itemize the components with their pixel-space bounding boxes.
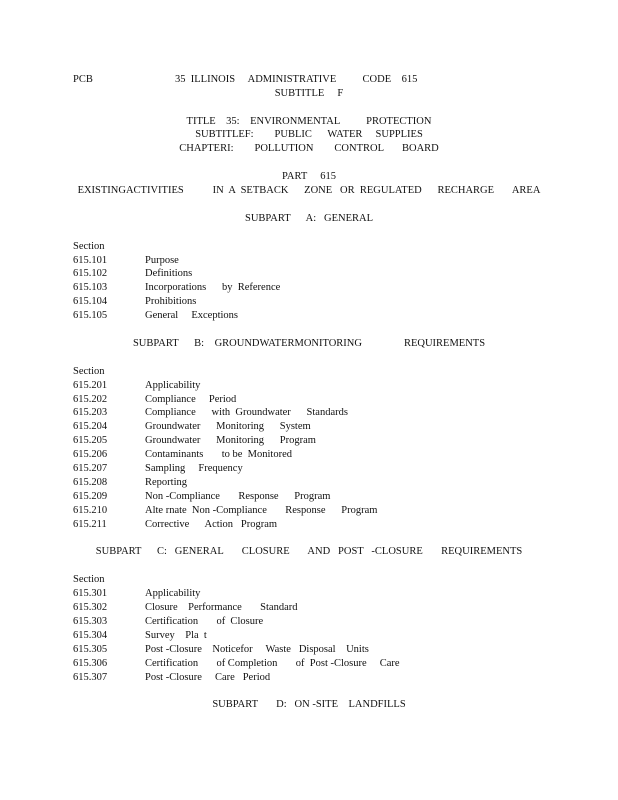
- section-number: 615.104: [73, 296, 108, 307]
- section-title: Non -Compliance Response Program: [145, 491, 331, 502]
- section-number: 615.205: [73, 435, 108, 446]
- section-title: Sampling Frequency: [145, 463, 243, 474]
- section-number: 615.305: [73, 644, 108, 655]
- subpart-a-heading: SUBPART A: GENERAL: [244, 213, 374, 224]
- section-number: 615.206: [73, 449, 108, 460]
- section-title: Definitions: [145, 268, 193, 279]
- section-title: Certification of Completion of Post -Closure Care: [145, 658, 400, 669]
- section-title: Applicability: [145, 588, 201, 599]
- section-number: 615.211: [73, 519, 107, 530]
- subpart-b-heading: SUBPART B: GROUNDWATERMONITORING REQUIREMENTS: [132, 338, 486, 349]
- section-number: 615.207: [73, 463, 108, 474]
- section-title: Corrective Action Program: [145, 519, 278, 530]
- section-title: Survey Pla t: [145, 630, 207, 641]
- section-title: Post -Closure Noticefor Waste Disposal Units: [145, 644, 369, 655]
- section-number: 615.301: [73, 588, 108, 599]
- section-title: Reporting: [145, 477, 187, 488]
- subtitle-line: SUBTITLEF: PUBLIC WATER SUPPLIES: [195, 129, 423, 140]
- section-title: Closure Performance Standard: [145, 602, 298, 613]
- chapter-line: CHAPTERI: POLLUTION CONTROL BOARD: [179, 143, 439, 154]
- section-number: 615.210: [73, 505, 108, 516]
- section-number: 615.201: [73, 380, 108, 391]
- subpart-d-heading: SUBPART D: ON -SITE LANDFILLS: [212, 699, 406, 710]
- section-title: Compliance with Groundwater Standards: [145, 407, 348, 418]
- title-line: TITLE 35: ENVIRONMENTAL PROTECTION: [186, 116, 432, 127]
- section-number: 615.105: [73, 310, 108, 321]
- section-number: 615.203: [73, 407, 108, 418]
- header-subtitle: SUBTITLE F: [274, 88, 344, 99]
- section-title: Groundwater Monitoring Program: [145, 435, 316, 446]
- section-number: 615.208: [73, 477, 108, 488]
- section-number: 615.303: [73, 616, 108, 627]
- section-title: Compliance Period: [145, 394, 237, 405]
- section-number: 615.209: [73, 491, 108, 502]
- section-number: 615.302: [73, 602, 108, 613]
- section-number: 615.304: [73, 630, 108, 641]
- section-title: Applicability: [145, 380, 201, 391]
- section-number: 615.202: [73, 394, 108, 405]
- section-title: Post -Closure Care Period: [145, 672, 271, 683]
- part-title: EXISTINGACTIVITIES IN A SETBACK ZONE OR REGULATED RECHARGE AREA: [77, 185, 541, 196]
- part-number: PART 615: [282, 171, 336, 182]
- section-number: 615.306: [73, 658, 108, 669]
- section-title: Prohibitions: [145, 296, 197, 307]
- section-title: Groundwater Monitoring System: [145, 421, 311, 432]
- header-source: PCB: [73, 74, 93, 85]
- section-title: Contaminants to be Monitored: [145, 449, 292, 460]
- subpart-c-heading: SUBPART C: GENERAL CLOSURE AND POST -CLOSURE REQUIREMENTS: [95, 546, 523, 557]
- section-number: 615.307: [73, 672, 108, 683]
- section-number: 615.204: [73, 421, 108, 432]
- section-number: 615.102: [73, 268, 108, 279]
- section-label: Section: [73, 574, 105, 585]
- section-number: 615.101: [73, 255, 108, 266]
- section-title: Certification of Closure: [145, 616, 264, 627]
- section-title: General Exceptions: [145, 310, 239, 321]
- header-code: 35 ILLINOIS ADMINISTRATIVE CODE 615: [175, 74, 418, 85]
- section-label: Section: [73, 241, 105, 252]
- section-title: Incorporations by Reference: [145, 282, 281, 293]
- section-label: Section: [73, 366, 105, 377]
- section-number: 615.103: [73, 282, 108, 293]
- section-title: Purpose: [145, 255, 179, 266]
- section-title: Alte rnate Non -Compliance Response Program: [145, 505, 378, 516]
